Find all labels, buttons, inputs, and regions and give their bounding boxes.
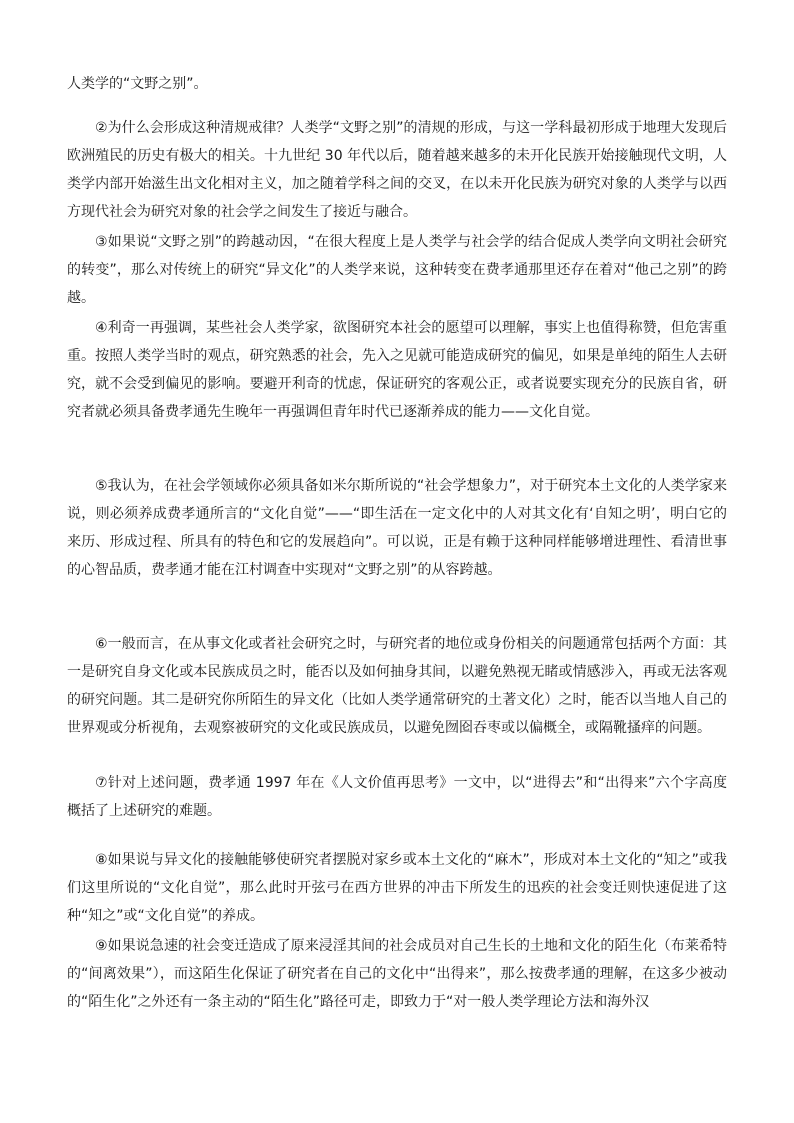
paragraph-7: ⑦针对上述问题，费孝通 1997 年在《人文价值再思考》一文中，以“进得去”和“出得来”六个字高度概括了上述研究的难题。 — [67, 775, 727, 819]
paragraph-5: ⑤我认为，在社会学领域你必须具备如米尔斯所说的“社会学想象力”，对于研究本土文化的人类学家来说，则必须养成费孝通所言的“文化自觉”——“即生活在一定文化中的人对其文化有‘自知之明’，明白它的来历、形成过程、所具有的特色和它的发展趋向”。可以说，正是有赖于这种同样能够增进理性、看清世事的心智品质，费孝通才能在江村调查中实现对“文野之别”的从容跨越。 — [67, 478, 727, 578]
paragraph-8: ⑧如果说与异文化的接触能够使研究者摆脱对家乡或本土文化的“麻木”，形成对本土文化的“知之”或我们这里所说的“文化自觉”，那么此时开弦弓在西方世界的冲击下所发生的迅疾的社会变迁则快速促进了这种“知之”或“文化自觉”的养成。 — [67, 852, 727, 924]
paragraph-2: ②为什么会形成这种清规戒律？人类学“文野之别”的清规的形成，与这一学科最初形成于地理大发现后欧洲殖民的历史有极大的相关。十九世纪 30 年代以后，随着越来越多的未开化民族开始接触现代文明，人类学内部开始滋生出文化相对主义，加之随着学科之间的交叉，在以未开化民族为研究对象的人类学与以西方现代社会为研究对象的社会学之间发生了接近与融合。 — [67, 120, 727, 220]
paragraph-continuation: 人类学的“文野之别”。 — [67, 76, 208, 92]
paragraph-9: ⑨如果说急速的社会变迁造成了原来浸淫其间的社会成员对自己生长的土地和文化的陌生化（布莱希特的“间离效果”），而这陌生化保证了研究者在自己的文化中“出得来”，那么按费孝通的理解，在这多少被动的“陌生化”之外还有一条主动的“陌生化”路径可走，即致力于“对一般人类学理论方法和海外汉 — [67, 938, 727, 1010]
paragraph-4: ④利奇一再强调，某些社会人类学家，欲图研究本社会的愿望可以理解，事实上也值得称赞，但危害重重。按照人类学当时的观点，研究熟悉的社会，先入之见就可能造成研究的偏见，如果是单纯的陌生人去研究，就不会受到偏见的影响。要避开利奇的忧虑，保证研究的客观公正，或者说要实现充分的民族自省，研究者就必须具备费孝通先生晚年一再强调但青年时代已逐渐养成的能力——文化自觉。 — [67, 320, 727, 420]
paragraph-3: ③如果说“文野之别”的跨越动因，“在很大程度上是人类学与社会学的结合促成人类学向文明社会研究的转变”，那么对传统上的研究“异文化”的人类学来说，这种转变在费孝通那里还存在着对“他己之别”的跨越。 — [67, 234, 727, 306]
paragraph-6: ⑥一般而言，在从事文化或者社会研究之时，与研究者的地位或身份相关的问题通常包括两个方面：其一是研究自身文化或本民族成员之时，能否以及如何抽身其间，以避免熟视无睹或情感涉入，再或无法客观的研究问题。其二是研究你所陌生的异文化（比如人类学通常研究的土著文化）之时，能否以当地人自己的世界观或分析视角，去观察被研究的文化或民族成员，以避免囫囵吞枣或以偏概全，或隔靴搔痒的问题。 — [67, 636, 727, 736]
